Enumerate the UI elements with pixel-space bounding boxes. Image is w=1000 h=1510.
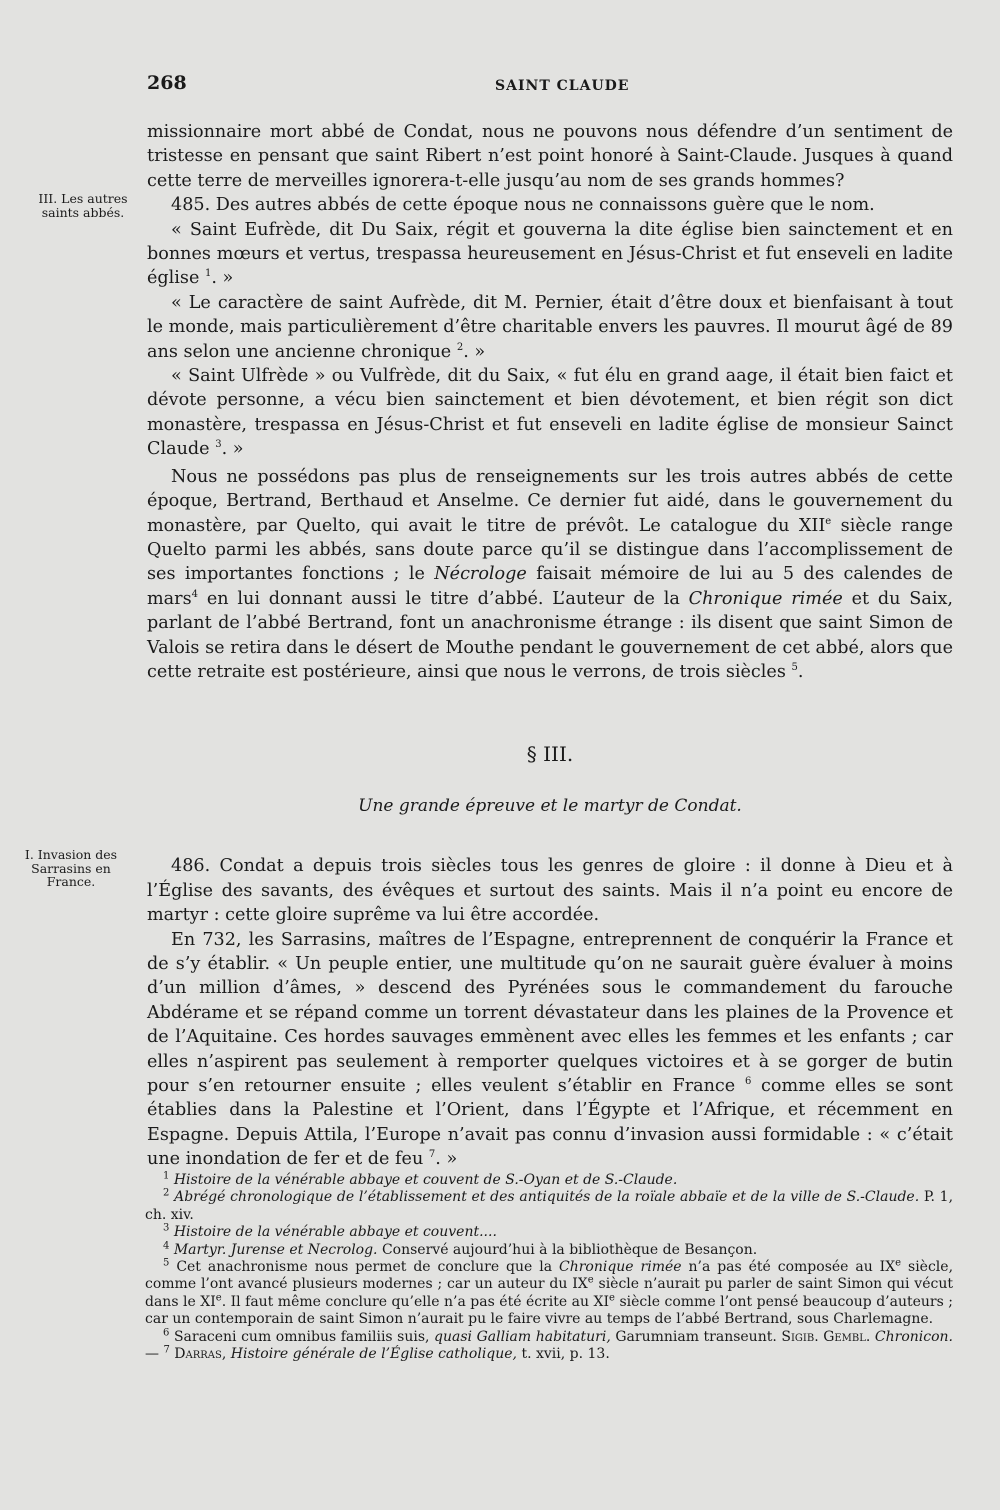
footnote-ref-4: 4 <box>191 588 198 600</box>
footnote-ref-7: 7 <box>428 1149 436 1161</box>
paragraph-ulfrede: « Saint Ulfrède » ou Vulfrède, dit du Saix, « fut élu en grand aage, il était bien faict et dévote personne, a vécu bien sainctement et bien dévotement, et bien régit son dict monastère, trespassa en Jésus-Christ et fut enseveli en ladite église de monsieur Sainct Claude $^3$. » <box>147 366 953 460</box>
page-number: 268 <box>147 72 187 94</box>
margin-note-saints-abbes: III. Les autres saints abbés. <box>38 191 128 220</box>
paragraph-other-abbes: Nous ne possédons pas plus de renseignements sur les trois autres abbés de cette époque, Bertrand, Berthaud et Anselme. Ce dernier fut aidé, dans le gouvernement du monastère, par Quelto, qui avait le titre de prévôt. Le catalogue du XIIe siècle range Quelto parmi les abbés, sans doute parce qu’il se distingue dans l’accomplissement de ses importantes fonctions ; le Nécrologe faisait mémoire de lui au 5 des calendes de mars$^4$ en lui donnant aussi le titre d’abbé. L’auteur de la Chronique rimée et du Saix, parlant de l’abbé Bertrand, font un anachronisme étrange : ils disent que saint Simon de Valois se retira dans le désert de Mouthe pendant le gouvernement de cet abbé, alors que cette retraite est postérieure, ainsi que nous le verrons, de trois siècles $^5$. <box>147 466 953 682</box>
footnote-ref-5: 5 <box>791 662 798 674</box>
paragraph-continued: missionnaire mort abbé de Condat, nous ne pouvons nous défendre d’un sentiment de tristesse en pensant que saint Ribert n’est point honoré à Saint-Claude. Jusques à quand cette terre de merveilles ignorera-t-elle jusqu’au nom de ses grands hommes? <box>147 122 953 191</box>
footnote-6-7: $^6$ Saraceni cum omnibus familiis suis, quasi Galliam habitaturi, Garumniam transeunt. Sigib. Gembl. Chronicon. — $^7$ Darras, Histoire générale de l’Église catholique, t. xvii, p. 13. <box>145 1327 953 1363</box>
footnote-5: $^5$ Cet anachronisme nous permet de conclure que la Chronique rimée n’a pas été composée au IXe siècle, comme l’ont avancé plusieurs modernes ; car un auteur du IXe siècle n’aurait pu parler de saint Simon qui vécut dans le XIe. Il faut même conclure qu’elle n’a pas été écrite au XIe siècle comme l’ont pensé beaucoup d’auteurs ; car un contemporain de saint Simon n’aurait pu le faire vivre au temps de l’abbé Bertrand, sous Charlemagne. <box>145 1257 954 1328</box>
footnote-2: $^2$ Abrégé chronologique de l’établissement et des antiquités de la roïale abbaïe et de la ville de S.-Claude. P. 1, ch. xiv. <box>145 1187 954 1223</box>
paragraph-485: 485. Des autres abbés de cette époque nous ne connaissons guère que le nom. <box>171 195 875 216</box>
section-heading: § III. <box>526 742 574 767</box>
footnote-ref-3: 3 <box>215 439 222 451</box>
main-text <box>147 120 953 1172</box>
footnote-1: $^1$ Histoire de la vénérable abbaye et couvent de S.-Oyan et de S.-Claude. <box>163 1170 678 1188</box>
footnotes <box>145 1172 953 1363</box>
paragraph-aufrede: « Le caractère de saint Aufrède, dit M. Pernier, était d’être doux et bienfaisant à tout le monde, mais particulièrement d’être charitable envers les pauvres. Il mourut âgé de 89 ans selon une ancienne chronique $^2$. » <box>147 292 953 362</box>
running-title: SAINT CLAUDE <box>495 78 630 94</box>
page-header <box>147 72 952 102</box>
section-subtitle: Une grande épreuve et le martyr de Condat. <box>358 796 742 817</box>
margin-note-invasion: I. Invasion des Sarrasins en France. <box>24 847 118 889</box>
paragraph-eufrede: « Saint Eufrède, dit Du Saix, régit et gouverna la dite église bien sainctement et en bonnes mœurs et vertus, trespassa heureusement en Jésus-Christ et fut enseveli en ladite église $^1$. » <box>147 219 953 289</box>
footnote-4: $^4$ Martyr. Jurense et Necrolog. Conservé aujourd’hui à la bibliothèque de Besançon. <box>163 1239 758 1258</box>
footnote-ref-1: 1 <box>204 268 212 280</box>
footnote-ref-6: 6 <box>744 1076 752 1088</box>
paragraph-732: En 732, les Sarrasins, maîtres de l’Espagne, entreprennent de conquérir la France et de s’y établir. « Un peuple entier, une multitude qu’on ne saurait guère évaluer à moins d’un million d’âmes, » descend des Pyrénées sous le commandement du farouche Abdérame et se répand comme un torrent dévastateur dans les plaines de la Provence et de l’Aquitaine. Ces hordes sauvages emmènent avec elles les femmes et les enfants ; car elles n’aspirent pas seulement à remporter quelques victoires et à se gorger de butin pour s’en retourner ensuite ; elles veulent s’établir en France $^6$ comme elles se sont établies dans la Palestine et l’Orient, dans l’Égypte et l’Afrique, et récemment en Espagne. Depuis Attila, l’Europe n’avait pas connu d’invasion aussi formidable : « c’était une inondation de fer et de feu $^7$. » <box>147 929 954 1170</box>
footnote-ref-2: 2 <box>456 341 464 353</box>
paragraph-486: 486. Condat a depuis trois siècles tous les genres de gloire : il donne à Dieu et à l’Église des savants, des évêques et surtout des saints. Mais il n’a point eu encore de martyr : cette gloire suprême va lui être accordée. <box>147 856 953 926</box>
footnote-3: $^3$ Histoire de la vénérable abbaye et couvent.... <box>163 1222 497 1241</box>
